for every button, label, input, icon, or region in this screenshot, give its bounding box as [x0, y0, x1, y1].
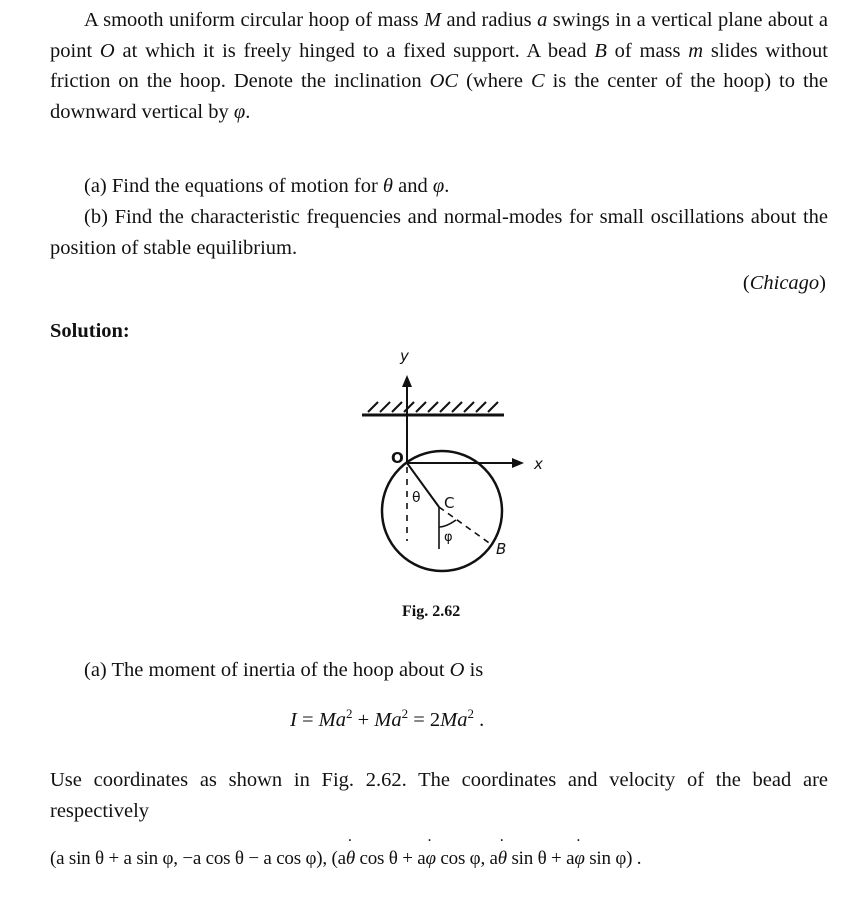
- bead-coordinates-velocity-formula: (a sin θ + a sin φ, −a cos θ − a cos φ), (aθ ˙ cos θ + aφ ˙ cos φ, aθ ˙ sin θ + aφ ˙ sin φ) .: [50, 844, 641, 874]
- figure-caption: Fig. 2.62: [402, 603, 461, 620]
- solution-heading: Solution:: [50, 320, 130, 342]
- problem-part-b: (b) Find the characteristic frequencies and normal-modes for small oscillations about the position of stable equilibrium.: [50, 206, 828, 259]
- y-axis-arrowhead: [402, 375, 412, 387]
- label-o: O: [391, 449, 404, 467]
- support-hatching: [368, 402, 498, 412]
- x-axis-arrowhead: [512, 458, 524, 468]
- label-theta: θ: [412, 490, 421, 506]
- figure-2-62-diagram: [340, 345, 560, 585]
- problem-source: (Chicago): [742, 272, 826, 294]
- coordinates-sentence: Use coordinates as shown in Fig. 2.62. The coordinates and velocity of the bead are respectively: [50, 769, 828, 822]
- label-b: B: [496, 540, 507, 558]
- label-y: y: [400, 347, 409, 365]
- phi-angle-arc: [439, 520, 456, 527]
- problem-part-a: (a) Find the equations of motion for θ and φ.: [84, 175, 450, 197]
- moment-of-inertia-equation: $I = Ma^2 + Ma^2 = 2Ma^2$ .: [290, 706, 485, 731]
- problem-statement: A smooth uniform circular hoop of mass M and radius a swings in a vertical plane about a point O at which it is freely hinged to a fixed support. A bead B of mass m slides without friction on the hoop. Denote the inclination OC (where C is the center of the hoop) to the downward vertical by φ.: [50, 9, 828, 123]
- moment-of-inertia-sentence: (a) The moment of inertia of the hoop about O is: [84, 659, 484, 681]
- label-phi: φ: [444, 530, 453, 545]
- label-x: x: [534, 455, 543, 473]
- hoop: [382, 451, 502, 571]
- label-c: C: [444, 494, 455, 512]
